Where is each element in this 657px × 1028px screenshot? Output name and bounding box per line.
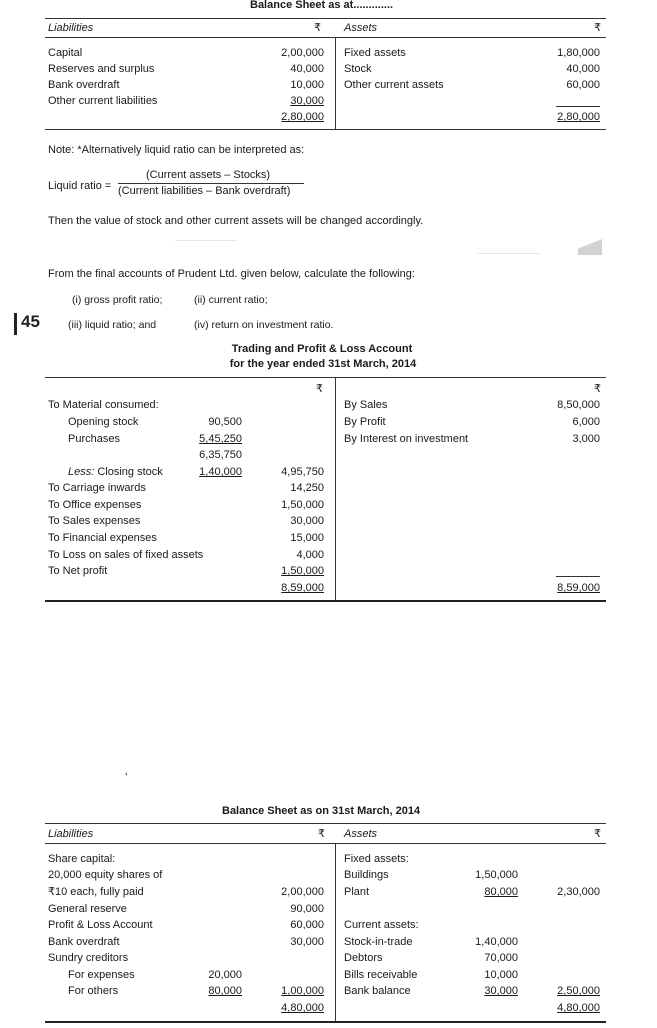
amount: 30,000 [290, 515, 324, 527]
balance-sheet-1-title: Balance Sheet as at............. [250, 0, 394, 11]
question-intro: From the final accounts of Prudent Ltd. given below, calculate the following: [48, 268, 415, 280]
for-expenses-label: For expenses [68, 969, 135, 981]
bs1-top-rule [45, 18, 606, 19]
opening-stock-label: Opening stock [68, 416, 139, 428]
bs1-header-rule [45, 37, 606, 38]
amount: 3,000 [572, 433, 600, 445]
amount: 60,000 [566, 79, 600, 91]
list-item: By Profit [344, 416, 386, 428]
less-prefix: Less: [68, 466, 95, 478]
fixed-assets-total: 2,30,000 [557, 886, 600, 898]
amount: 6,000 [572, 416, 600, 428]
question-item: (iii) liquid ratio; and [68, 319, 157, 331]
amount: 4,000 [296, 549, 324, 561]
bs1-bottom-rule [45, 129, 606, 130]
amount: 8,50,000 [557, 399, 600, 411]
stray-mark: ‘ [125, 770, 128, 784]
amount: 2,00,000 [281, 47, 324, 59]
question-item: (i) gross profit ratio; [72, 294, 163, 306]
less-closing-stock [68, 466, 163, 479]
stock-amount: 1,40,000 [475, 936, 518, 948]
purchases-amount: 5,45,250 [199, 433, 242, 445]
amount: 30,000 [290, 95, 324, 107]
share-capital-label: Share capital: [48, 853, 116, 865]
question-number: 45 [21, 312, 40, 331]
bs2-liabilities-header: Liabilities [48, 828, 94, 840]
amount: 1,50,000 [281, 565, 324, 577]
sundry-creditors-label: Sundry creditors [48, 952, 129, 964]
scan-artifact-line [175, 240, 237, 241]
bs2-rupee-header-right: ₹ [594, 828, 601, 840]
list-item: To Carriage inwards [48, 482, 146, 494]
buildings-amount: 1,50,000 [475, 869, 518, 881]
closing-stock-amount: 1,40,000 [199, 466, 242, 478]
amount: 40,000 [290, 63, 324, 75]
bs1-assets-total-rule [556, 106, 600, 107]
equity-amount: 2,00,000 [281, 886, 324, 898]
tpl-credit-total: 8,59,000 [557, 582, 600, 594]
amount: 1,50,000 [281, 499, 324, 511]
equity-line-2: ₹10 each, fully paid [48, 886, 144, 898]
note-line-1: Note: *Alternatively liquid ratio can be interpreted as: [48, 144, 305, 156]
material-consumed-label: To Material consumed: [48, 399, 159, 411]
list-item: To Loss on sales of fixed assets [48, 549, 204, 561]
material-consumed-amount: 4,95,750 [281, 466, 324, 478]
bs1-rupee-header-left: ₹ [314, 22, 321, 34]
list-item: Reserves and surplus [48, 63, 155, 75]
bs1-liabilities-total: 2,80,000 [281, 111, 324, 123]
general-reserve-amount: 90,000 [290, 903, 324, 915]
fraction-bar [118, 183, 304, 184]
stock-label: Stock-in-trade [344, 936, 413, 948]
bs2-center-divider [335, 843, 336, 1023]
note-line-2: Then the value of stock and other current assets will be changed accordingly. [48, 215, 424, 227]
pl-account-amount: 60,000 [290, 919, 324, 931]
liquid-ratio-numerator: (Current assets – Stocks) [146, 169, 271, 181]
bank-overdraft-label: Bank overdraft [48, 936, 120, 948]
bs2-bottom-rule [45, 1021, 606, 1023]
pl-account-label: Profit & Loss Account [48, 919, 153, 931]
current-assets-label: Current assets: [344, 919, 419, 931]
debtors-label: Debtors [344, 952, 383, 964]
bs1-rupee-header-right: ₹ [594, 22, 601, 34]
tpl-rupee-header-right: ₹ [594, 383, 601, 395]
amount: 40,000 [566, 63, 600, 75]
bank-balance-amount: 30,000 [484, 985, 518, 997]
liquid-ratio-denominator: (Current liabilities – Bank overdraft) [118, 185, 291, 197]
closing-stock-label: Closing stock [97, 466, 163, 478]
tpl-rupee-header-left: ₹ [316, 383, 323, 395]
list-item: Bank overdraft [48, 79, 120, 91]
bs2-assets-total: 4,80,000 [557, 1002, 600, 1014]
bs1-assets-total: 2,80,000 [557, 111, 600, 123]
bs1-center-divider [335, 37, 336, 129]
bank-overdraft-amount: 30,000 [290, 936, 324, 948]
amount: 1,80,000 [557, 47, 600, 59]
tpl-debit-total: 8,59,000 [281, 582, 324, 594]
list-item: To Office expenses [48, 499, 142, 511]
question-number-bar [14, 313, 17, 335]
tpl-bottom-rule [45, 600, 606, 602]
tpl-credit-total-rule [556, 576, 600, 577]
material-subtotal: 6,35,750 [199, 449, 242, 461]
for-others-amount: 80,000 [208, 985, 242, 997]
list-item: To Sales expenses [48, 515, 141, 527]
liquid-ratio-label: Liquid ratio = [48, 180, 112, 192]
fixed-assets-label: Fixed assets: [344, 853, 409, 865]
opening-stock-amount: 90,500 [208, 416, 242, 428]
bank-balance-label: Bank balance [344, 985, 411, 997]
purchases-label: Purchases [68, 433, 120, 445]
plant-label: Plant [344, 886, 370, 898]
debtors-amount: 70,000 [484, 952, 518, 964]
bs2-assets-header: Assets [344, 828, 378, 840]
buildings-label: Buildings [344, 869, 389, 881]
question-item: (ii) current ratio; [194, 294, 268, 306]
plant-amount: 80,000 [484, 886, 518, 898]
list-item: By Sales [344, 399, 388, 411]
question-item: (iv) return on investment ratio. [194, 319, 334, 331]
list-item: By Interest on investment [344, 433, 469, 445]
tpl-title: Trading and Profit & Loss Account [231, 343, 413, 355]
list-item: To Financial expenses [48, 532, 157, 544]
list-item: To Net profit [48, 565, 108, 577]
scan-artifact-mark [578, 239, 602, 255]
list-item: Other current liabilities [48, 95, 158, 107]
bills-receivable-label: Bills receivable [344, 969, 418, 981]
balance-sheet-2-title: Balance Sheet as on 31st March, 2014 [222, 805, 421, 817]
for-others-label: For others [68, 985, 119, 997]
bs2-rupee-header-left: ₹ [318, 828, 325, 840]
bs1-liabilities-header: Liabilities [48, 22, 94, 34]
for-expenses-amount: 20,000 [208, 969, 242, 981]
list-item: Capital [48, 47, 83, 59]
equity-line-1: 20,000 equity shares of [48, 869, 163, 881]
bs2-top-rule [45, 823, 606, 824]
sundry-creditors-total: 1,00,000 [281, 985, 324, 997]
current-assets-total: 2,50,000 [557, 985, 600, 997]
list-item: Stock [344, 63, 372, 75]
tpl-top-rule [45, 377, 606, 378]
scan-artifact-line [478, 253, 540, 254]
list-item: Fixed assets [344, 47, 406, 59]
amount: 15,000 [290, 532, 324, 544]
bills-receivable-amount: 10,000 [484, 969, 518, 981]
amount: 10,000 [290, 79, 324, 91]
bs2-header-rule [45, 843, 606, 844]
bs2-liabilities-total: 4,80,000 [281, 1002, 324, 1014]
tpl-center-divider [335, 377, 336, 601]
bs1-assets-header: Assets [344, 22, 378, 34]
tpl-subtitle: for the year ended 31st March, 2014 [229, 358, 417, 370]
list-item: Other current assets [344, 79, 444, 91]
amount: 14,250 [290, 482, 324, 494]
general-reserve-label: General reserve [48, 903, 127, 915]
